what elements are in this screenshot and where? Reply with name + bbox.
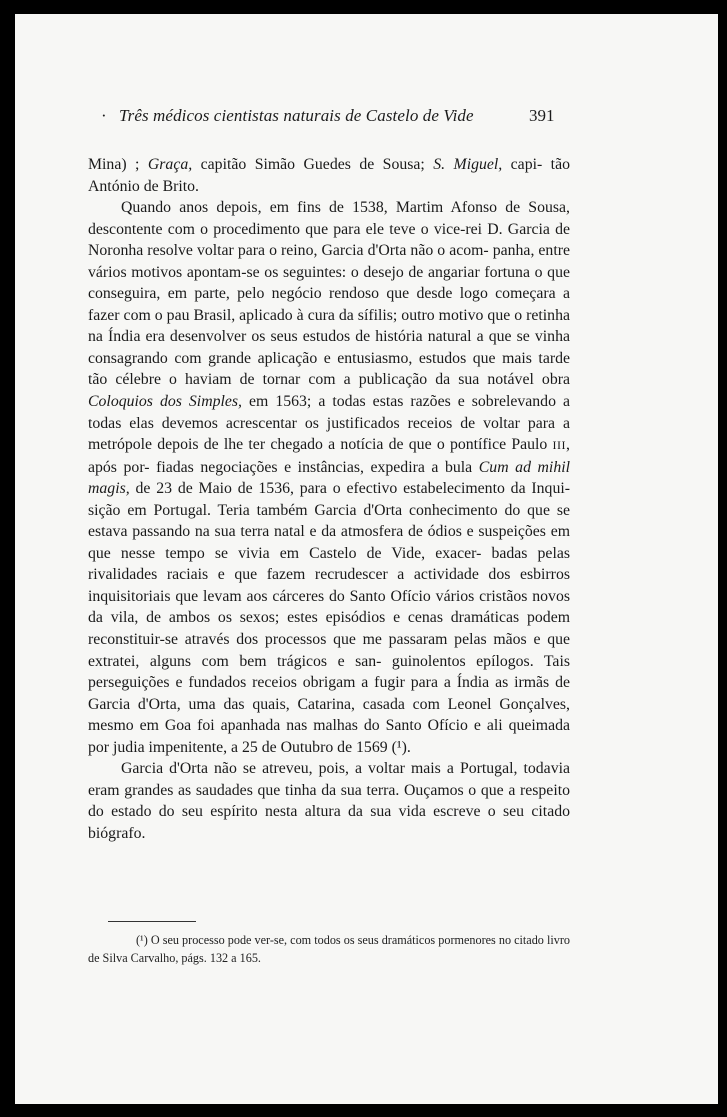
paragraph-2-smallcaps-iii: III bbox=[552, 438, 567, 453]
paragraph-2-text-g: de 23 de Maio de 1536, para o efectivo estabelecimento da Inqui- sição em Portugal. Teria também Garcia d'Orta conhecimento do que se estava passando na sua terra natal e da atmosfera de ódios e suspeições em que nesse tempo se vivia em Castelo de Vide, exacer- badas pelas rivalidades raciais e que fazem recrudescer a actividade dos esbirros inquisitoriais que levam aos cárceres do Santo Ofício vários cristãos novos da vila, de ambos os sexos; estes episódios e cenas dramáticas podem reconstituir-se através dos processos que me passaram pelas mãos e que extratei, alguns com bem trágicos e san- guinolentos epílogos. Tais perseguições e fundados receios obrigam a fugir para a Índia as irmãs de Garcia d'Orta, uma das quais, Catarina, casada com Leonel Gonçalves, mesmo em Goa foi apanhada nas malhas do Santo Ofício e ali queimada por judia impenitente, a 25 de Outubro de 1569 (¹). bbox=[88, 480, 570, 756]
footnote-text: (¹) O seu processo pode ver-se, com todos os seus dramáticos pormenores no citado livro de Silva Carvalho, págs. 132 a 165. bbox=[88, 933, 570, 965]
paragraph-1 bbox=[88, 154, 570, 197]
paragraph-1-italic-graca: Graça, bbox=[147, 156, 193, 173]
running-header bbox=[15, 106, 718, 126]
header-dot: · bbox=[101, 106, 107, 125]
paragraph-3: Garcia d'Orta não se atreveu, pois, a voltar mais a Portugal, todavia eram grandes as saudades que tinha da sua terra. Ouçamos o que a respeito do estado do seu espírito nesta altura da sua vida escreve o seu citado biógrafo. bbox=[88, 760, 570, 842]
paragraph-2-italic-coloquios: Coloquios dos Simples, bbox=[88, 393, 243, 411]
paragraph-2-text-c: em 1563; a todas estas razões e sobrelevando a todas elas devemos acrescentar os justificados receios de voltar para a metrópole depois de lhe ter chegado a notícia de que o pontífice Paulo bbox=[88, 393, 570, 454]
book-page bbox=[15, 14, 718, 1104]
paragraph-2 bbox=[88, 197, 570, 758]
footnote bbox=[88, 931, 570, 967]
running-title: Três médicos cientistas naturais de Castelo de Vide bbox=[119, 106, 474, 125]
body-text bbox=[88, 154, 570, 845]
paragraph-2-text-e: , após por- fiadas negociações e instâncias, expedira a bula bbox=[88, 436, 570, 476]
paragraph-1-text-c: capitão Simão Guedes de Sousa; bbox=[192, 156, 434, 173]
paragraph-2-italic-bula: Cum ad mihil magis, bbox=[88, 458, 571, 498]
paragraph-2-text-a: Quando anos depois, em fins de 1538, Martim Afonso de Sousa, descontente com o procedimento que para ele teve o vice-rei D. Garcia de Noronha resolve voltar para o reino, Garcia d'Orta não o acom- panha, entre vários motivos apontam-se os seguintes: o desejo de angariar fortuna o que conseguira, em parte, pelo negócio rendoso que desde logo começara a fazer com o pau Brasil, aplicado à cura da sífilis; outro motivo que o retinha na Índia era desenvolver os seus estudos de história natural a que se vinha consagrando com grande aplicação e entusiasmo, estudos que mais tarde tão célebre o haviam de tornar com a publicação da sua notável obra bbox=[88, 199, 570, 389]
paragraph-1-text-a: Mina) ; bbox=[88, 156, 148, 173]
footnote-divider bbox=[108, 921, 196, 922]
page-number: 391 bbox=[529, 106, 555, 125]
paragraph-1-italic-s-miguel: S. Miguel, bbox=[433, 156, 503, 173]
paragraph-1-text-e: capi- tão António de Brito. bbox=[88, 156, 570, 195]
